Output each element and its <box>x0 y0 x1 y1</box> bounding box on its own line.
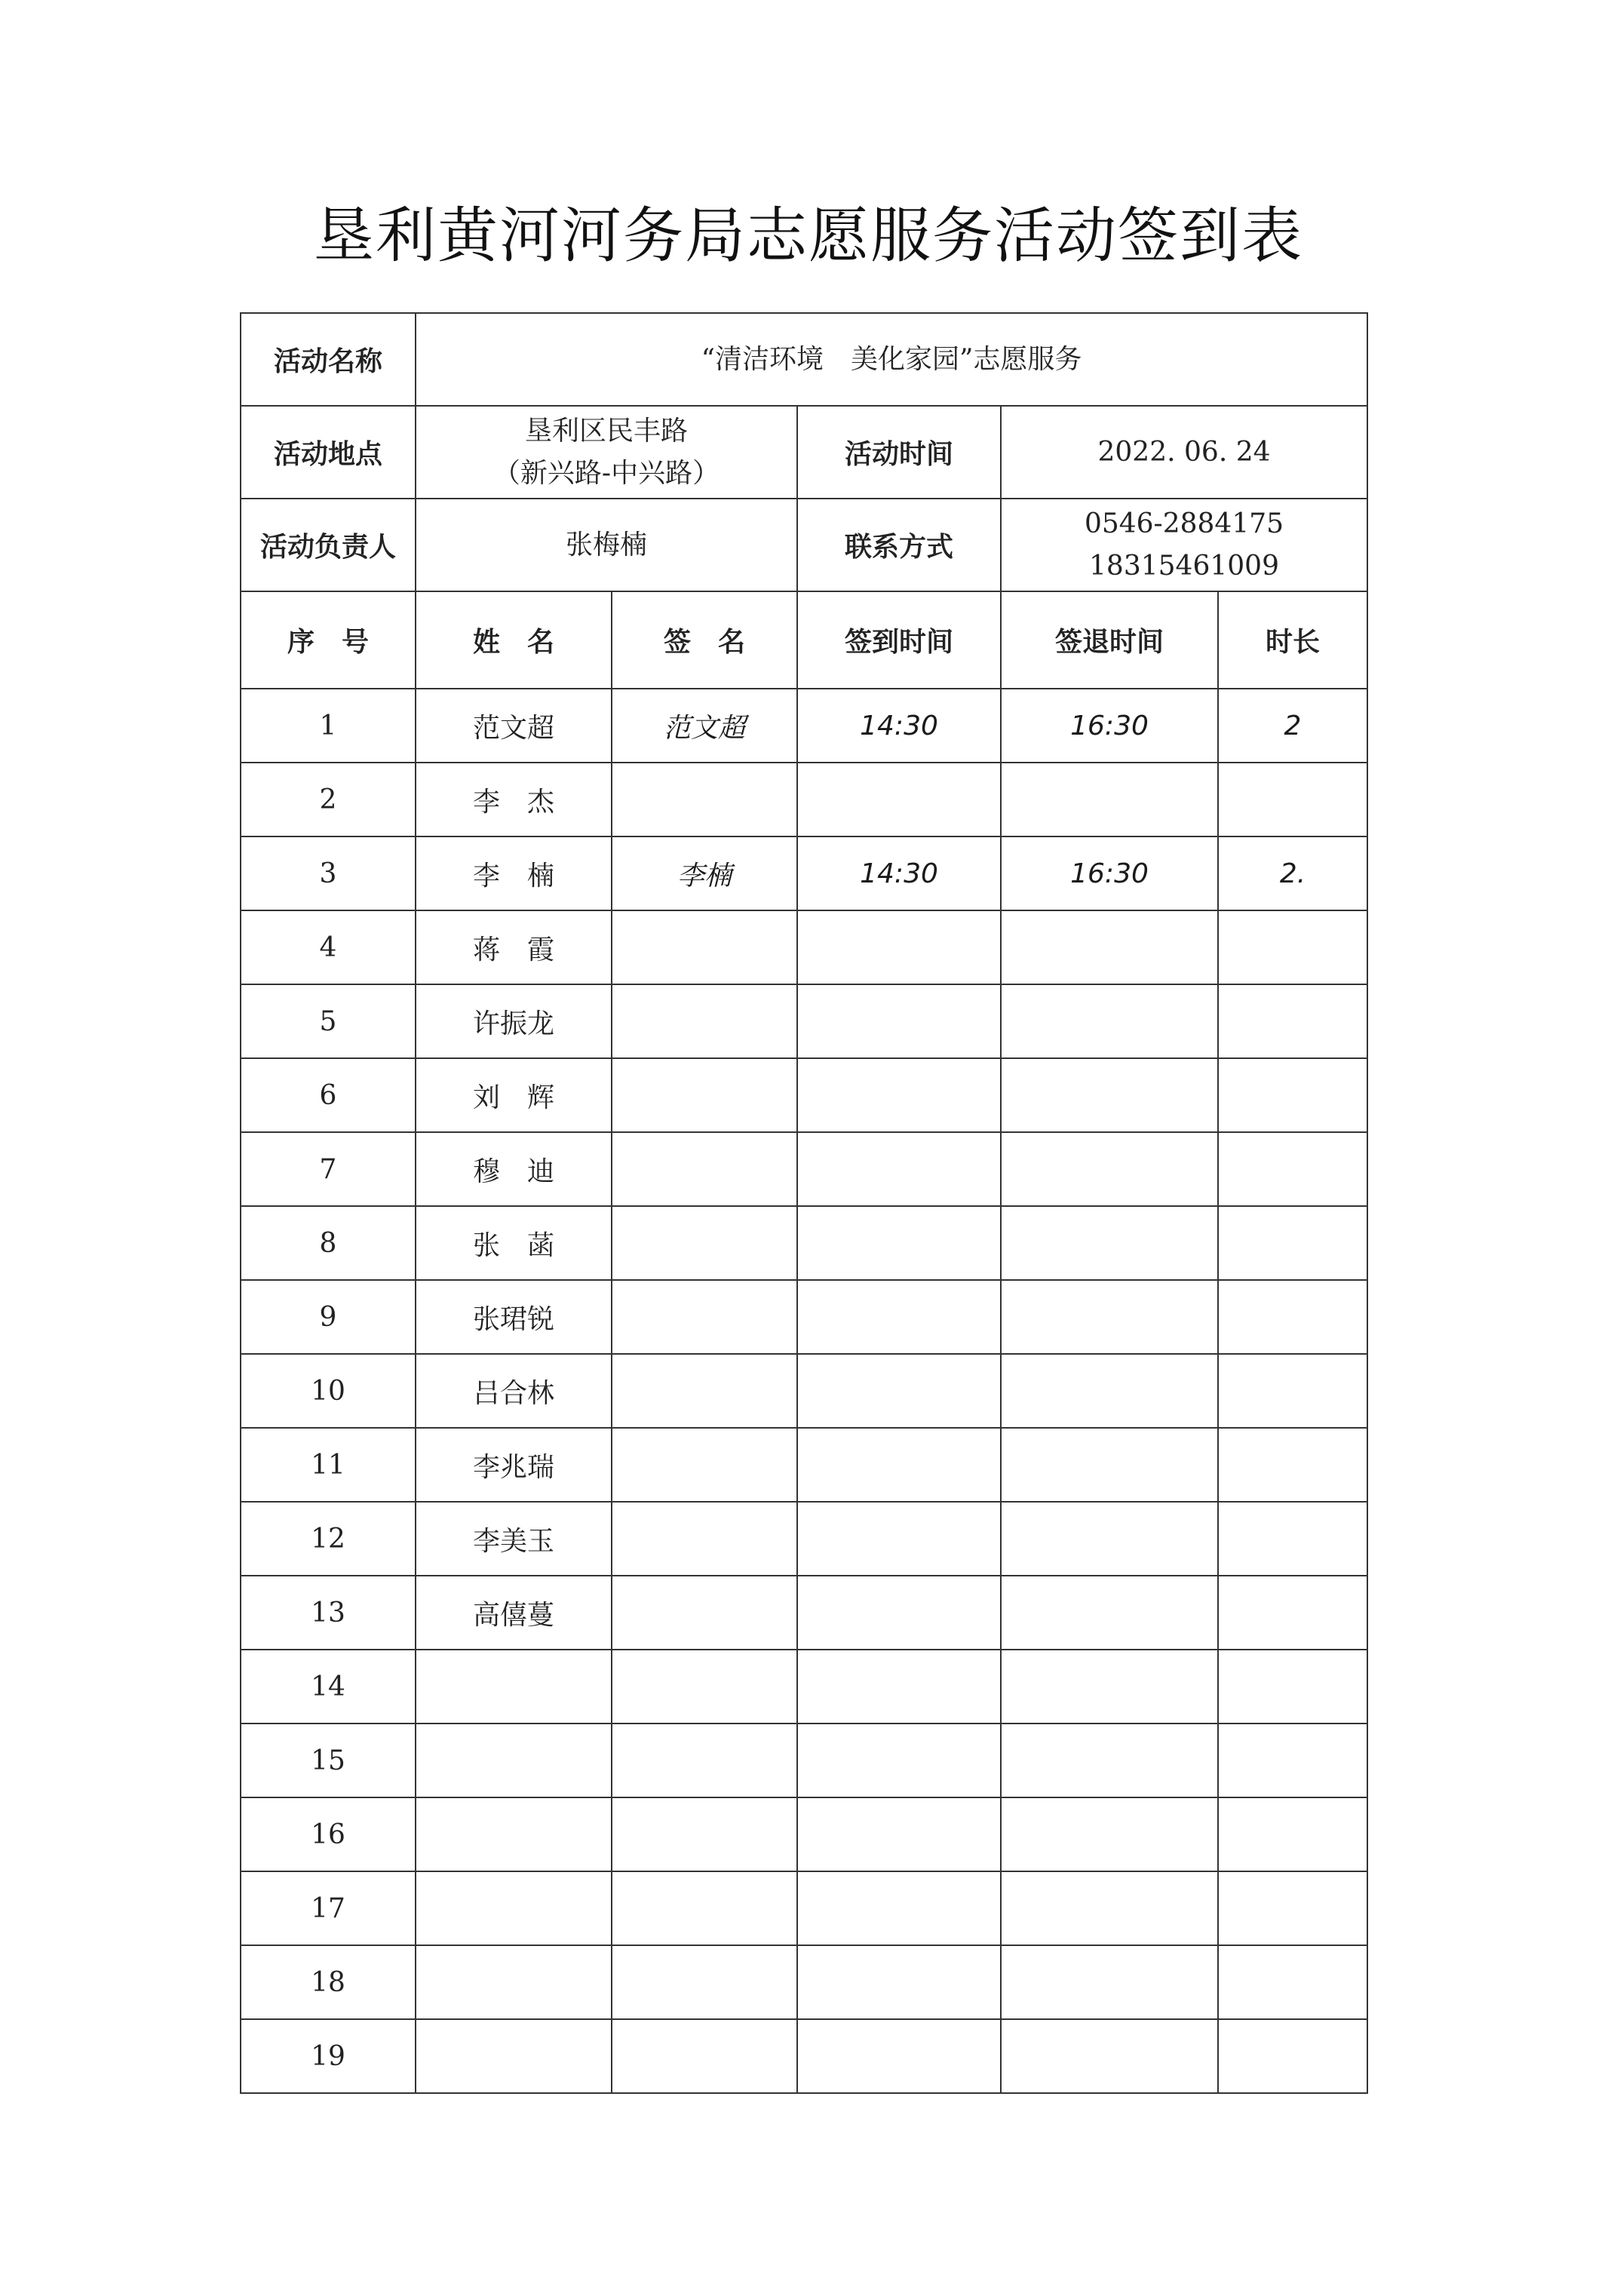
serial-cell: 13 <box>241 1576 416 1650</box>
serial-cell: 3 <box>241 836 416 910</box>
activity-leader-row <box>241 499 1367 591</box>
name-cell: 李 杰 <box>416 763 612 836</box>
checkout-time-cell <box>1001 1280 1218 1354</box>
checkin-time-cell: 14:30 <box>797 689 1001 763</box>
checkin-time-cell <box>797 1724 1001 1797</box>
serial-cell: 17 <box>241 1871 416 1945</box>
signature-cell <box>612 1206 797 1280</box>
signature-cell <box>612 984 797 1058</box>
serial-cell: 10 <box>241 1354 416 1428</box>
signature-cell <box>612 910 797 984</box>
contact-label: 联系方式 <box>797 499 1001 591</box>
serial-cell: 11 <box>241 1428 416 1502</box>
duration-cell <box>1218 1354 1367 1428</box>
duration-cell <box>1218 1502 1367 1576</box>
name-cell: 蒋 霞 <box>416 910 612 984</box>
activity-name-value: “清洁环境 美化家园”志愿服务 <box>416 313 1367 406</box>
serial-cell: 18 <box>241 1945 416 2019</box>
checkout-time-cell: 16:30 <box>1001 689 1218 763</box>
name-cell <box>416 1650 612 1724</box>
signature-cell <box>612 763 797 836</box>
signature-cell: 李楠 <box>612 836 797 910</box>
signature-cell <box>612 1354 797 1428</box>
serial-cell: 5 <box>241 984 416 1058</box>
duration-cell <box>1218 1058 1367 1132</box>
signature-cell <box>612 1650 797 1724</box>
checkin-time-cell <box>797 1650 1001 1724</box>
checkin-time-cell: 14:30 <box>797 836 1001 910</box>
checkin-time-cell <box>797 1206 1001 1280</box>
checkout-time-cell <box>1001 1206 1218 1280</box>
checkout-time-cell <box>1001 2019 1218 2093</box>
name-cell: 范文超 <box>416 689 612 763</box>
serial-cell: 4 <box>241 910 416 984</box>
checkout-time-cell <box>1001 1354 1218 1428</box>
checkin-time-cell <box>797 1797 1001 1871</box>
checkout-time-cell <box>1001 1650 1218 1724</box>
table-row <box>241 1945 1367 2019</box>
checkout-time-cell: 16:30 <box>1001 836 1218 910</box>
checkout-time-cell <box>1001 1797 1218 1871</box>
name-cell <box>416 1945 612 2019</box>
table-row <box>241 2019 1367 2093</box>
serial-cell: 15 <box>241 1724 416 1797</box>
name-cell: 李 楠 <box>416 836 612 910</box>
checkin-time-cell <box>797 1871 1001 1945</box>
table-row <box>241 1428 1367 1502</box>
checkin-time-cell <box>797 1576 1001 1650</box>
table-row <box>241 763 1367 836</box>
duration-cell <box>1218 1132 1367 1206</box>
signature-cell <box>612 1724 797 1797</box>
duration-cell <box>1218 1280 1367 1354</box>
column-header-row <box>241 591 1367 689</box>
header-checkout-time: 签退时间 <box>1001 591 1218 689</box>
table-row <box>241 1502 1367 1576</box>
contact-value <box>1001 499 1367 591</box>
duration-cell <box>1218 1724 1367 1797</box>
name-cell: 张 菡 <box>416 1206 612 1280</box>
checkin-time-cell <box>797 910 1001 984</box>
checkout-time-cell <box>1001 1576 1218 1650</box>
signature-cell: 范文超 <box>612 689 797 763</box>
name-cell: 许振龙 <box>416 984 612 1058</box>
duration-cell <box>1218 984 1367 1058</box>
name-cell: 李美玉 <box>416 1502 612 1576</box>
checkout-time-cell <box>1001 763 1218 836</box>
checkin-time-cell <box>797 984 1001 1058</box>
duration-cell <box>1218 910 1367 984</box>
signature-cell <box>612 1871 797 1945</box>
table-row <box>241 1724 1367 1797</box>
serial-cell: 14 <box>241 1650 416 1724</box>
name-cell: 高僖蔓 <box>416 1576 612 1650</box>
serial-cell: 2 <box>241 763 416 836</box>
signature-cell <box>612 1502 797 1576</box>
duration-cell <box>1218 1206 1367 1280</box>
table-row <box>241 910 1367 984</box>
signature-cell <box>612 1576 797 1650</box>
checkout-time-cell <box>1001 1945 1218 2019</box>
duration-cell <box>1218 1871 1367 1945</box>
table-row <box>241 1132 1367 1206</box>
duration-cell <box>1218 763 1367 836</box>
checkin-time-cell <box>797 1058 1001 1132</box>
time-value: 2022. 06. 24 <box>1001 406 1367 499</box>
name-cell <box>416 1797 612 1871</box>
checkout-time-cell <box>1001 984 1218 1058</box>
location-line-1: 垦利区民丰路 <box>524 415 688 447</box>
serial-cell: 6 <box>241 1058 416 1132</box>
checkin-time-cell <box>797 1502 1001 1576</box>
duration-cell <box>1218 1945 1367 2019</box>
name-cell: 穆 迪 <box>416 1132 612 1206</box>
serial-cell: 8 <box>241 1206 416 1280</box>
table-row <box>241 1280 1367 1354</box>
serial-cell: 12 <box>241 1502 416 1576</box>
name-cell <box>416 2019 612 2093</box>
leader-label: 活动负责人 <box>241 499 416 591</box>
table-row <box>241 689 1367 763</box>
signature-cell <box>612 1058 797 1132</box>
location-value <box>416 406 797 499</box>
header-name: 姓 名 <box>416 591 612 689</box>
checkout-time-cell <box>1001 1724 1218 1797</box>
table-row <box>241 1354 1367 1428</box>
name-cell: 李兆瑞 <box>416 1428 612 1502</box>
duration-cell <box>1218 1650 1367 1724</box>
duration-cell <box>1218 1797 1367 1871</box>
duration-cell: 2. <box>1218 836 1367 910</box>
serial-cell: 1 <box>241 689 416 763</box>
checkout-time-cell <box>1001 1871 1218 1945</box>
table-row <box>241 1871 1367 1945</box>
duration-cell: 2 <box>1218 689 1367 763</box>
checkout-time-cell <box>1001 1502 1218 1576</box>
table-row <box>241 1797 1367 1871</box>
checkout-time-cell <box>1001 910 1218 984</box>
checkin-time-cell <box>797 1354 1001 1428</box>
name-cell <box>416 1871 612 1945</box>
contact-phone-1: 0546-2884175 <box>1084 508 1284 539</box>
table-row <box>241 1576 1367 1650</box>
checkin-time-cell <box>797 1132 1001 1206</box>
activity-name-label: 活动名称 <box>241 313 416 406</box>
name-cell <box>416 1724 612 1797</box>
signin-table <box>240 312 1368 2094</box>
signature-cell <box>612 1428 797 1502</box>
signature-cell <box>612 2019 797 2093</box>
checkin-time-cell <box>797 763 1001 836</box>
header-duration: 时长 <box>1218 591 1367 689</box>
checkin-time-cell <box>797 2019 1001 2093</box>
contact-phone-2: 18315461009 <box>1089 550 1279 582</box>
serial-cell: 19 <box>241 2019 416 2093</box>
page-title: 垦利黄河河务局志愿服务活动签到表 <box>314 201 1303 271</box>
duration-cell <box>1218 1428 1367 1502</box>
serial-cell: 9 <box>241 1280 416 1354</box>
signature-cell <box>612 1797 797 1871</box>
serial-cell: 16 <box>241 1797 416 1871</box>
duration-cell <box>1218 2019 1367 2093</box>
checkout-time-cell <box>1001 1428 1218 1502</box>
name-cell: 张珺锐 <box>416 1280 612 1354</box>
name-cell: 刘 辉 <box>416 1058 612 1132</box>
time-label: 活动时间 <box>797 406 1001 499</box>
table-row <box>241 1650 1367 1724</box>
location-label: 活动地点 <box>241 406 416 499</box>
checkout-time-cell <box>1001 1058 1218 1132</box>
table-row <box>241 1206 1367 1280</box>
table-row <box>241 836 1367 910</box>
checkin-time-cell <box>797 1945 1001 2019</box>
signature-cell <box>612 1945 797 2019</box>
checkin-time-cell <box>797 1428 1001 1502</box>
duration-cell <box>1218 1576 1367 1650</box>
signature-cell <box>612 1132 797 1206</box>
signature-cell <box>612 1280 797 1354</box>
checkout-time-cell <box>1001 1132 1218 1206</box>
leader-value: 张梅楠 <box>416 499 797 591</box>
header-signature: 签 名 <box>612 591 797 689</box>
activity-location-row <box>241 406 1367 499</box>
header-checkin-time: 签到时间 <box>797 591 1001 689</box>
activity-name-row <box>241 313 1367 406</box>
name-cell: 吕合林 <box>416 1354 612 1428</box>
header-serial: 序 号 <box>241 591 416 689</box>
checkin-time-cell <box>797 1280 1001 1354</box>
location-line-2: （新兴路-中兴路） <box>492 457 720 489</box>
serial-cell: 7 <box>241 1132 416 1206</box>
table-row <box>241 984 1367 1058</box>
table-row <box>241 1058 1367 1132</box>
